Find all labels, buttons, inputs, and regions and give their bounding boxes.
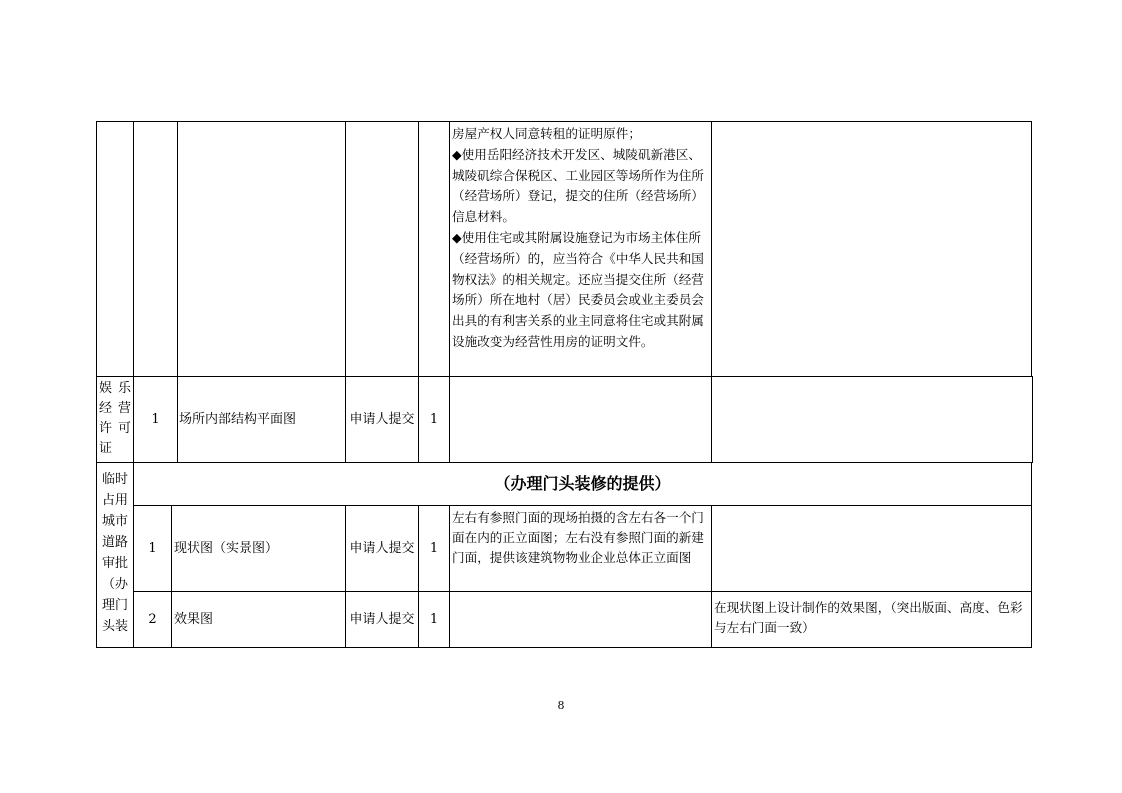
index-cell: 2 [133,591,172,648]
material-name-cell: 场所内部结构平面图 [177,376,346,463]
index-cell: 1 [133,505,172,592]
note-cell [711,376,1033,463]
category-cell-entertainment: 娱乐经营许可证 [96,376,134,463]
materials-table [96,121,1032,648]
source-cell-continued [345,121,419,377]
material-name-cell: 效果图 [171,591,346,648]
requirement-cell [449,376,712,463]
category-cell-road-occupation: 临时占用城市道路审批（办理门头装 [96,462,134,648]
requirement-cell: 左右有参照门面的现场拍摄的含左右各一个门面在内的正立面图；左右没有参照门面的新建门面，提供该建筑物物业企业总体正立面图 [449,505,712,592]
source-cell: 申请人提交 [345,376,419,463]
section-header: （办理门头装修的提供） [133,462,1032,506]
source-cell: 申请人提交 [345,505,419,592]
requirement-cell [449,591,712,648]
name-cell-continued [177,121,346,377]
note-cell: 在现状图上设计制作的效果图，（突出版面、高度、色彩与左右门面一致） [711,591,1032,648]
count-cell: 1 [418,376,450,463]
count-cell: 1 [418,505,450,592]
count-cell: 1 [418,591,450,648]
page-number: 8 [557,699,565,712]
count-cell-continued [418,121,450,377]
requirement-cell-continued: 房屋产权人同意转租的证明原件； ◆使用岳阳经济技术开发区、城陵矶新港区、城陵矶综合保税区、工业园区等场所作为住所（经营场所）登记，提交的住所（经营场所）信息材料。 ◆使用住宅或其附属设施登记为市场主体住所（经营场所）的，应当符合《中华人民共和国物权法》的相关规定。还应当提交住所（经营场所）所在地村（居）民委员会或业主委员会出具的有利害关系的业主同意将住宅或其附属设施改变为经营性用房的证明文件。 [449,121,712,377]
note-cell [711,505,1032,592]
index-cell: 1 [133,376,178,463]
material-name-cell: 现状图（实景图） [171,505,346,592]
index-cell-continued [133,121,178,377]
category-cell-continued [96,121,134,377]
source-cell: 申请人提交 [345,591,419,648]
note-cell-continued [711,121,1032,377]
